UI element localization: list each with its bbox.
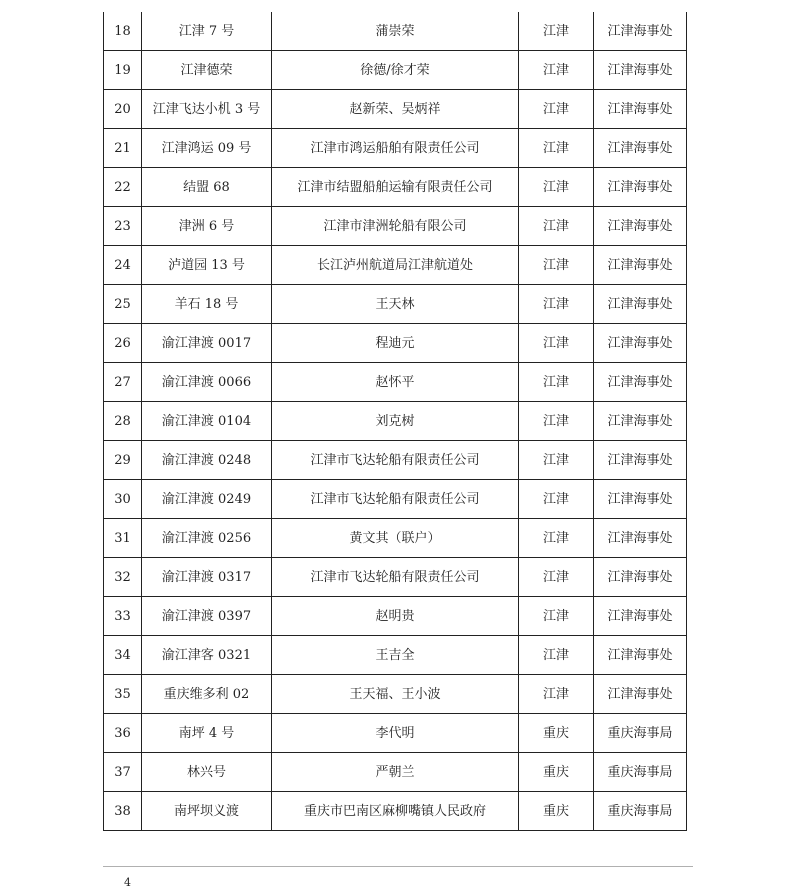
authority-cell: 江津海事处 — [594, 207, 687, 246]
table-row — [104, 753, 687, 792]
authority-cell: 江津海事处 — [594, 168, 687, 207]
owner-cell: 李代明 — [272, 714, 519, 753]
row-number-cell: 20 — [104, 90, 142, 129]
table-row — [104, 402, 687, 441]
table-row — [104, 324, 687, 363]
ship-name-cell: 渝江津渡 0256 — [142, 519, 272, 558]
region-cell: 江津 — [519, 675, 594, 714]
owner-cell: 长江泸州航道局江津航道处 — [272, 246, 519, 285]
table-body — [104, 12, 687, 831]
ship-name-cell: 南坪坝义渡 — [142, 792, 272, 831]
ship-name-cell: 渝江津渡 0248 — [142, 441, 272, 480]
authority-cell: 江津海事处 — [594, 597, 687, 636]
authority-cell: 江津海事处 — [594, 51, 687, 90]
table-row — [104, 90, 687, 129]
region-cell: 江津 — [519, 285, 594, 324]
table-row — [104, 636, 687, 675]
owner-cell: 刘克树 — [272, 402, 519, 441]
region-cell: 江津 — [519, 246, 594, 285]
authority-cell: 江津海事处 — [594, 90, 687, 129]
authority-cell: 江津海事处 — [594, 285, 687, 324]
page-number: 4 — [124, 876, 131, 889]
region-cell: 江津 — [519, 168, 594, 207]
owner-cell: 黄文其（联户） — [272, 519, 519, 558]
table-row — [104, 480, 687, 519]
region-cell: 江津 — [519, 441, 594, 480]
region-cell: 重庆 — [519, 753, 594, 792]
owner-cell: 徐德/徐才荣 — [272, 51, 519, 90]
authority-cell: 江津海事处 — [594, 129, 687, 168]
table-row — [104, 12, 687, 51]
authority-cell: 江津海事处 — [594, 675, 687, 714]
table-row — [104, 792, 687, 831]
region-cell: 江津 — [519, 558, 594, 597]
ship-name-cell: 渝江津渡 0317 — [142, 558, 272, 597]
row-number-cell: 25 — [104, 285, 142, 324]
owner-cell: 江津市津洲轮船有限公司 — [272, 207, 519, 246]
owner-cell: 王吉全 — [272, 636, 519, 675]
ship-name-cell: 泸道园 13 号 — [142, 246, 272, 285]
region-cell: 江津 — [519, 363, 594, 402]
owner-cell: 蒲崇荣 — [272, 12, 519, 51]
table-row — [104, 363, 687, 402]
ship-name-cell: 江津飞达小机 3 号 — [142, 90, 272, 129]
table-row — [104, 51, 687, 90]
table-row — [104, 714, 687, 753]
row-number-cell: 36 — [104, 714, 142, 753]
authority-cell: 重庆海事局 — [594, 714, 687, 753]
ship-registry-table — [103, 12, 687, 831]
page-bottom-rule — [103, 866, 693, 867]
ship-registry-table-container — [103, 12, 687, 831]
region-cell: 江津 — [519, 51, 594, 90]
row-number-cell: 23 — [104, 207, 142, 246]
owner-cell: 王天林 — [272, 285, 519, 324]
region-cell: 江津 — [519, 402, 594, 441]
table-row — [104, 675, 687, 714]
region-cell: 江津 — [519, 90, 594, 129]
authority-cell: 重庆海事局 — [594, 753, 687, 792]
row-number-cell: 32 — [104, 558, 142, 597]
authority-cell: 江津海事处 — [594, 636, 687, 675]
row-number-cell: 27 — [104, 363, 142, 402]
region-cell: 江津 — [519, 324, 594, 363]
region-cell: 江津 — [519, 636, 594, 675]
owner-cell: 王天福、王小波 — [272, 675, 519, 714]
authority-cell: 重庆海事局 — [594, 792, 687, 831]
ship-name-cell: 羊石 18 号 — [142, 285, 272, 324]
authority-cell: 江津海事处 — [594, 480, 687, 519]
owner-cell: 严朝兰 — [272, 753, 519, 792]
owner-cell: 重庆市巴南区麻柳嘴镇人民政府 — [272, 792, 519, 831]
region-cell: 重庆 — [519, 792, 594, 831]
region-cell: 江津 — [519, 597, 594, 636]
ship-name-cell: 渝江津渡 0249 — [142, 480, 272, 519]
owner-cell: 赵明贵 — [272, 597, 519, 636]
table-row — [104, 129, 687, 168]
ship-name-cell: 林兴号 — [142, 753, 272, 792]
region-cell: 江津 — [519, 480, 594, 519]
authority-cell: 江津海事处 — [594, 519, 687, 558]
region-cell: 重庆 — [519, 714, 594, 753]
ship-name-cell: 江津德荣 — [142, 51, 272, 90]
owner-cell: 江津市飞达轮船有限责任公司 — [272, 558, 519, 597]
owner-cell: 江津市结盟船舶运输有限责任公司 — [272, 168, 519, 207]
table-row — [104, 519, 687, 558]
row-number-cell: 28 — [104, 402, 142, 441]
ship-name-cell: 结盟 68 — [142, 168, 272, 207]
table-row — [104, 246, 687, 285]
table-row — [104, 207, 687, 246]
authority-cell: 江津海事处 — [594, 402, 687, 441]
ship-name-cell: 渝江津客 0321 — [142, 636, 272, 675]
ship-name-cell: 津洲 6 号 — [142, 207, 272, 246]
owner-cell: 赵怀平 — [272, 363, 519, 402]
row-number-cell: 18 — [104, 12, 142, 51]
region-cell: 江津 — [519, 129, 594, 168]
authority-cell: 江津海事处 — [594, 363, 687, 402]
ship-name-cell: 江津鸿运 09 号 — [142, 129, 272, 168]
authority-cell: 江津海事处 — [594, 324, 687, 363]
ship-name-cell: 南坪 4 号 — [142, 714, 272, 753]
ship-name-cell: 渝江津渡 0017 — [142, 324, 272, 363]
row-number-cell: 33 — [104, 597, 142, 636]
row-number-cell: 22 — [104, 168, 142, 207]
row-number-cell: 29 — [104, 441, 142, 480]
region-cell: 江津 — [519, 12, 594, 51]
owner-cell: 赵新荣、吴炳祥 — [272, 90, 519, 129]
owner-cell: 江津市鸿运船舶有限责任公司 — [272, 129, 519, 168]
owner-cell: 江津市飞达轮船有限责任公司 — [272, 480, 519, 519]
owner-cell: 程迪元 — [272, 324, 519, 363]
ship-name-cell: 渝江津渡 0066 — [142, 363, 272, 402]
table-row — [104, 597, 687, 636]
row-number-cell: 26 — [104, 324, 142, 363]
row-number-cell: 37 — [104, 753, 142, 792]
row-number-cell: 31 — [104, 519, 142, 558]
authority-cell: 江津海事处 — [594, 12, 687, 51]
row-number-cell: 38 — [104, 792, 142, 831]
row-number-cell: 19 — [104, 51, 142, 90]
row-number-cell: 21 — [104, 129, 142, 168]
row-number-cell: 34 — [104, 636, 142, 675]
region-cell: 江津 — [519, 519, 594, 558]
ship-name-cell: 重庆维多利 02 — [142, 675, 272, 714]
row-number-cell: 30 — [104, 480, 142, 519]
authority-cell: 江津海事处 — [594, 246, 687, 285]
owner-cell: 江津市飞达轮船有限责任公司 — [272, 441, 519, 480]
row-number-cell: 24 — [104, 246, 142, 285]
region-cell: 江津 — [519, 207, 594, 246]
authority-cell: 江津海事处 — [594, 441, 687, 480]
ship-name-cell: 渝江津渡 0397 — [142, 597, 272, 636]
ship-name-cell: 江津 7 号 — [142, 12, 272, 51]
table-row — [104, 441, 687, 480]
row-number-cell: 35 — [104, 675, 142, 714]
ship-name-cell: 渝江津渡 0104 — [142, 402, 272, 441]
authority-cell: 江津海事处 — [594, 558, 687, 597]
table-row — [104, 168, 687, 207]
table-row — [104, 285, 687, 324]
table-row — [104, 558, 687, 597]
